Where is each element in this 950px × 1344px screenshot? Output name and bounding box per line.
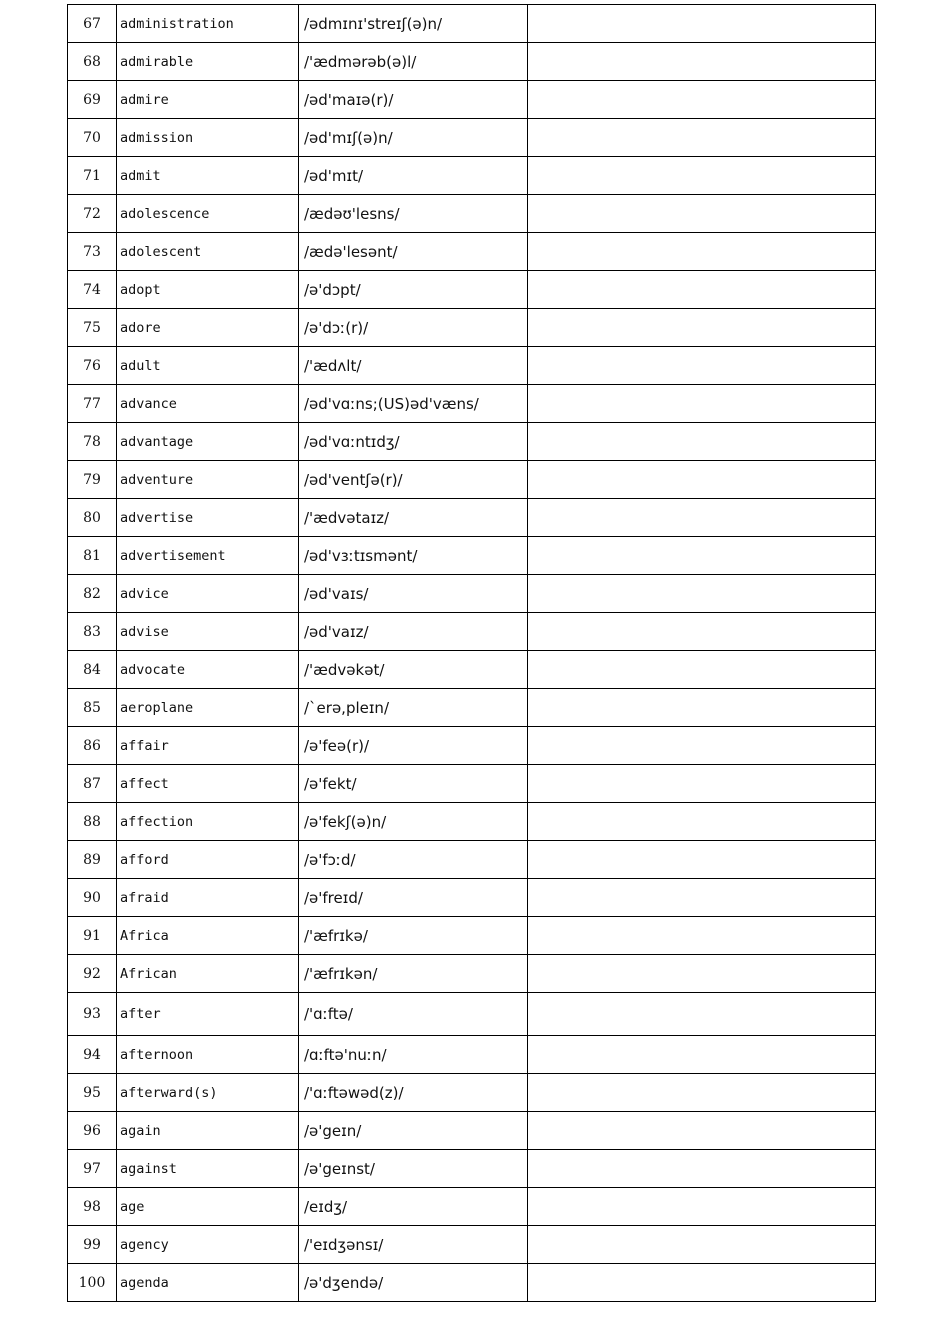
entry-number: 68 xyxy=(68,43,117,81)
entry-word: advise xyxy=(117,613,299,651)
entry-word: afford xyxy=(117,841,299,879)
entry-number: 87 xyxy=(68,765,117,803)
table-row xyxy=(68,385,876,423)
entry-blank-cell xyxy=(528,727,876,765)
entry-blank-cell xyxy=(528,157,876,195)
entry-pronunciation: /əd'maɪə(r)/ xyxy=(299,81,528,119)
entry-pronunciation: /ædəʊ'lesns/ xyxy=(299,195,528,233)
entry-pronunciation: /'eɪdʒənsɪ/ xyxy=(299,1226,528,1264)
entry-word: afterward(s) xyxy=(117,1074,299,1112)
entry-word: admire xyxy=(117,81,299,119)
entry-pronunciation: /'ædmərəb(ə)l/ xyxy=(299,43,528,81)
entry-pronunciation: /eɪdʒ/ xyxy=(299,1188,528,1226)
table-row xyxy=(68,1036,876,1074)
entry-blank-cell xyxy=(528,1074,876,1112)
entry-blank-cell xyxy=(528,1226,876,1264)
entry-number: 91 xyxy=(68,917,117,955)
entry-pronunciation: /`erə,pleɪn/ xyxy=(299,689,528,727)
entry-number: 78 xyxy=(68,423,117,461)
entry-number: 86 xyxy=(68,727,117,765)
entry-pronunciation: /ə'dɔː(r)/ xyxy=(299,309,528,347)
entry-blank-cell xyxy=(528,651,876,689)
entry-word: advertisement xyxy=(117,537,299,575)
entry-number: 74 xyxy=(68,271,117,309)
entry-number: 81 xyxy=(68,537,117,575)
entry-pronunciation: /ədmɪnɪ'streɪʃ(ə)n/ xyxy=(299,5,528,43)
entry-blank-cell xyxy=(528,309,876,347)
table-row xyxy=(68,727,876,765)
table-row xyxy=(68,43,876,81)
vocabulary-table-body xyxy=(68,5,876,1302)
entry-blank-cell xyxy=(528,461,876,499)
table-row xyxy=(68,119,876,157)
entry-blank-cell xyxy=(528,271,876,309)
entry-pronunciation: /ə'dɔpt/ xyxy=(299,271,528,309)
entry-blank-cell xyxy=(528,879,876,917)
entry-number: 76 xyxy=(68,347,117,385)
entry-word: adopt xyxy=(117,271,299,309)
entry-word: African xyxy=(117,955,299,993)
table-row xyxy=(68,499,876,537)
entry-word: again xyxy=(117,1112,299,1150)
entry-blank-cell xyxy=(528,803,876,841)
entry-word: affair xyxy=(117,727,299,765)
entry-word: adore xyxy=(117,309,299,347)
entry-word: admit xyxy=(117,157,299,195)
table-row xyxy=(68,195,876,233)
entry-number: 90 xyxy=(68,879,117,917)
entry-blank-cell xyxy=(528,841,876,879)
entry-pronunciation: /ɑːftə'nuːn/ xyxy=(299,1036,528,1074)
entry-number: 71 xyxy=(68,157,117,195)
table-row xyxy=(68,575,876,613)
entry-word: adult xyxy=(117,347,299,385)
entry-number: 77 xyxy=(68,385,117,423)
entry-word: advocate xyxy=(117,651,299,689)
entry-number: 100 xyxy=(68,1264,117,1302)
entry-blank-cell xyxy=(528,81,876,119)
table-row xyxy=(68,1150,876,1188)
entry-pronunciation: /ə'fɔːd/ xyxy=(299,841,528,879)
entry-pronunciation: /ə'geɪnst/ xyxy=(299,1150,528,1188)
table-row xyxy=(68,803,876,841)
table-row xyxy=(68,1112,876,1150)
entry-pronunciation: /ə'feə(r)/ xyxy=(299,727,528,765)
table-row xyxy=(68,5,876,43)
entry-blank-cell xyxy=(528,1150,876,1188)
entry-number: 97 xyxy=(68,1150,117,1188)
entry-word: afraid xyxy=(117,879,299,917)
entry-number: 99 xyxy=(68,1226,117,1264)
entry-word: affection xyxy=(117,803,299,841)
table-row xyxy=(68,993,876,1036)
entry-pronunciation: /'ɑːftəwəd(z)/ xyxy=(299,1074,528,1112)
entry-word: agenda xyxy=(117,1264,299,1302)
table-row xyxy=(68,841,876,879)
entry-word: admission xyxy=(117,119,299,157)
table-row xyxy=(68,765,876,803)
entry-blank-cell xyxy=(528,195,876,233)
entry-pronunciation: /əd'vɜːtɪsmənt/ xyxy=(299,537,528,575)
table-row xyxy=(68,689,876,727)
table-row xyxy=(68,1188,876,1226)
entry-word: afternoon xyxy=(117,1036,299,1074)
entry-blank-cell xyxy=(528,955,876,993)
entry-pronunciation: /ə'dʒendə/ xyxy=(299,1264,528,1302)
entry-pronunciation: /əd'vɑːns;(US)əd'væns/ xyxy=(299,385,528,423)
table-row xyxy=(68,879,876,917)
entry-number: 96 xyxy=(68,1112,117,1150)
table-row xyxy=(68,1264,876,1302)
entry-pronunciation: /əd'vaɪs/ xyxy=(299,575,528,613)
vocabulary-table xyxy=(67,4,876,1302)
table-row xyxy=(68,271,876,309)
entry-blank-cell xyxy=(528,347,876,385)
entry-number: 79 xyxy=(68,461,117,499)
entry-blank-cell xyxy=(528,1036,876,1074)
table-row xyxy=(68,461,876,499)
entry-blank-cell xyxy=(528,423,876,461)
entry-blank-cell xyxy=(528,119,876,157)
entry-blank-cell xyxy=(528,385,876,423)
entry-word: adolescence xyxy=(117,195,299,233)
entry-blank-cell xyxy=(528,233,876,271)
entry-number: 70 xyxy=(68,119,117,157)
entry-pronunciation: /əd'mɪt/ xyxy=(299,157,528,195)
table-row xyxy=(68,347,876,385)
entry-pronunciation: /'ædʌlt/ xyxy=(299,347,528,385)
entry-number: 94 xyxy=(68,1036,117,1074)
entry-number: 80 xyxy=(68,499,117,537)
entry-blank-cell xyxy=(528,613,876,651)
entry-word: aeroplane xyxy=(117,689,299,727)
entry-pronunciation: /'æfrɪkə/ xyxy=(299,917,528,955)
table-row xyxy=(68,423,876,461)
table-row xyxy=(68,1226,876,1264)
entry-blank-cell xyxy=(528,917,876,955)
entry-word: against xyxy=(117,1150,299,1188)
entry-word: agency xyxy=(117,1226,299,1264)
entry-pronunciation: /ə'freɪd/ xyxy=(299,879,528,917)
entry-word: Africa xyxy=(117,917,299,955)
entry-word: after xyxy=(117,993,299,1036)
entry-blank-cell xyxy=(528,765,876,803)
entry-word: advantage xyxy=(117,423,299,461)
entry-pronunciation: /ə'fekʃ(ə)n/ xyxy=(299,803,528,841)
entry-word: advance xyxy=(117,385,299,423)
entry-word: advertise xyxy=(117,499,299,537)
entry-blank-cell xyxy=(528,499,876,537)
entry-word: adolescent xyxy=(117,233,299,271)
entry-word: affect xyxy=(117,765,299,803)
entry-number: 89 xyxy=(68,841,117,879)
table-row xyxy=(68,157,876,195)
entry-blank-cell xyxy=(528,575,876,613)
entry-number: 92 xyxy=(68,955,117,993)
table-row xyxy=(68,81,876,119)
entry-word: advice xyxy=(117,575,299,613)
entry-number: 85 xyxy=(68,689,117,727)
entry-blank-cell xyxy=(528,1188,876,1226)
table-row xyxy=(68,1074,876,1112)
entry-number: 69 xyxy=(68,81,117,119)
entry-pronunciation: /əd'ventʃə(r)/ xyxy=(299,461,528,499)
entry-number: 75 xyxy=(68,309,117,347)
table-row xyxy=(68,537,876,575)
entry-blank-cell xyxy=(528,1264,876,1302)
table-row xyxy=(68,955,876,993)
entry-pronunciation: /'ɑːftə/ xyxy=(299,993,528,1036)
table-row xyxy=(68,309,876,347)
entry-number: 83 xyxy=(68,613,117,651)
entry-number: 88 xyxy=(68,803,117,841)
entry-pronunciation: /ə'geɪn/ xyxy=(299,1112,528,1150)
table-row xyxy=(68,917,876,955)
entry-blank-cell xyxy=(528,689,876,727)
entry-word: administration xyxy=(117,5,299,43)
entry-pronunciation: /'ædvətaɪz/ xyxy=(299,499,528,537)
entry-pronunciation: /ædə'lesənt/ xyxy=(299,233,528,271)
table-row xyxy=(68,651,876,689)
entry-number: 98 xyxy=(68,1188,117,1226)
entry-number: 73 xyxy=(68,233,117,271)
entry-number: 67 xyxy=(68,5,117,43)
entry-number: 93 xyxy=(68,993,117,1036)
entry-pronunciation: /əd'mɪʃ(ə)n/ xyxy=(299,119,528,157)
entry-number: 95 xyxy=(68,1074,117,1112)
entry-pronunciation: /'ædvəkət/ xyxy=(299,651,528,689)
entry-pronunciation: /ə'fekt/ xyxy=(299,765,528,803)
entry-blank-cell xyxy=(528,1112,876,1150)
entry-word: adventure xyxy=(117,461,299,499)
entry-number: 84 xyxy=(68,651,117,689)
entry-blank-cell xyxy=(528,993,876,1036)
entry-pronunciation: /'æfrɪkən/ xyxy=(299,955,528,993)
entry-word: admirable xyxy=(117,43,299,81)
table-row xyxy=(68,613,876,651)
entry-pronunciation: /əd'vɑːntɪdʒ/ xyxy=(299,423,528,461)
entry-pronunciation: /əd'vaɪz/ xyxy=(299,613,528,651)
entry-blank-cell xyxy=(528,5,876,43)
table-row xyxy=(68,233,876,271)
entry-number: 72 xyxy=(68,195,117,233)
entry-blank-cell xyxy=(528,43,876,81)
entry-blank-cell xyxy=(528,537,876,575)
entry-number: 82 xyxy=(68,575,117,613)
entry-word: age xyxy=(117,1188,299,1226)
